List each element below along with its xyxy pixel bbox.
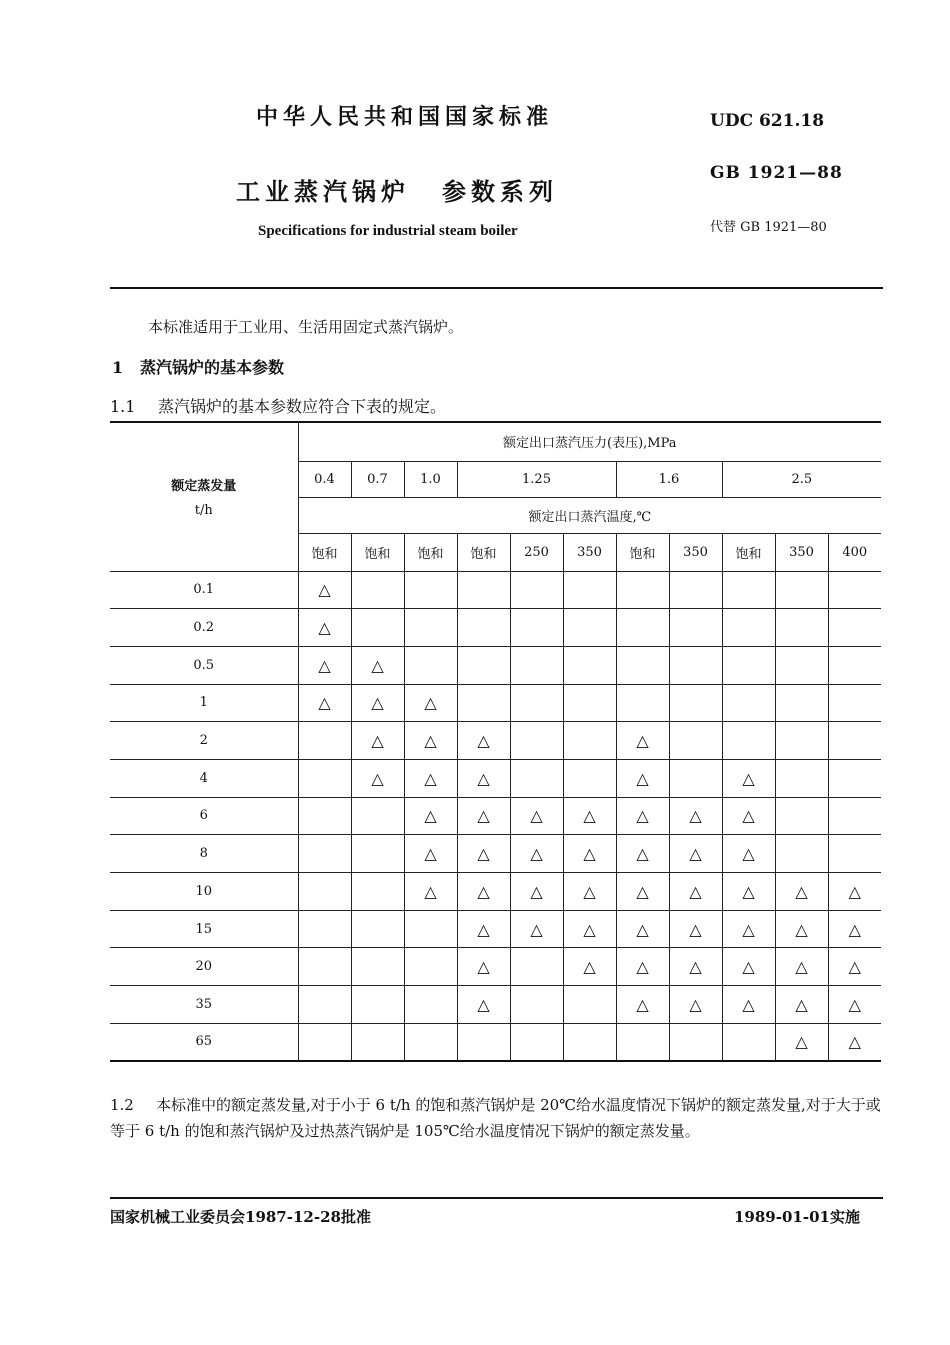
empty-cell <box>616 684 669 722</box>
rated-capacity-cell: 10 <box>110 873 298 911</box>
applicable-mark: △ <box>828 873 881 911</box>
pressure-cell: 1.25 <box>457 461 616 497</box>
empty-cell <box>351 609 404 647</box>
empty-cell <box>722 722 775 760</box>
section-1-heading <box>112 355 284 378</box>
section-1-number: 1 <box>112 358 124 377</box>
rated-capacity-cell: 20 <box>110 948 298 986</box>
applicable-mark: △ <box>616 948 669 986</box>
empty-cell <box>563 646 616 684</box>
table-corner-cell <box>110 422 298 571</box>
applicable-mark: △ <box>457 986 510 1024</box>
empty-cell <box>298 986 351 1024</box>
empty-cell <box>669 571 722 609</box>
empty-cell <box>510 684 563 722</box>
applicable-mark: △ <box>722 986 775 1024</box>
empty-cell <box>669 722 722 760</box>
applicable-mark: △ <box>669 986 722 1024</box>
applicable-mark: △ <box>457 722 510 760</box>
rated-capacity-cell: 35 <box>110 986 298 1024</box>
applicable-mark: △ <box>669 910 722 948</box>
empty-cell <box>828 722 881 760</box>
empty-cell <box>563 722 616 760</box>
table-row <box>110 722 881 760</box>
empty-cell <box>775 684 828 722</box>
empty-cell <box>722 684 775 722</box>
empty-cell <box>616 1023 669 1061</box>
table-row <box>110 910 881 948</box>
applicable-mark: △ <box>616 986 669 1024</box>
applicable-mark: △ <box>563 797 616 835</box>
applicable-mark: △ <box>510 835 563 873</box>
applicable-mark: △ <box>722 873 775 911</box>
section-1-2-number: 1.2 <box>110 1096 134 1114</box>
empty-cell <box>563 684 616 722</box>
applicable-mark: △ <box>510 797 563 835</box>
temperature-header: 额定出口蒸汽温度,℃ <box>298 497 881 533</box>
temperature-cell: 350 <box>563 533 616 571</box>
applicable-mark: △ <box>669 835 722 873</box>
empty-cell <box>457 1023 510 1061</box>
empty-cell <box>510 948 563 986</box>
pressure-cell: 0.7 <box>351 461 404 497</box>
empty-cell <box>351 835 404 873</box>
applicable-mark: △ <box>669 873 722 911</box>
applicable-mark: △ <box>510 873 563 911</box>
section-1-1-number: 1.1 <box>110 397 136 416</box>
applicable-mark: △ <box>828 986 881 1024</box>
empty-cell <box>298 759 351 797</box>
applicable-mark: △ <box>775 873 828 911</box>
applicable-mark: △ <box>404 759 457 797</box>
empty-cell <box>775 609 828 647</box>
section-1-1-text: 蒸汽锅炉的基本参数应符合下表的规定。 <box>158 397 447 416</box>
empty-cell <box>510 722 563 760</box>
section-1-1 <box>110 394 446 417</box>
pressure-cell: 1.6 <box>616 461 722 497</box>
empty-cell <box>351 571 404 609</box>
table-row <box>110 646 881 684</box>
temperature-cell: 饱和 <box>351 533 404 571</box>
pressure-header: 额定出口蒸汽压力(表压),MPa <box>298 422 881 461</box>
empty-cell <box>775 797 828 835</box>
applicable-mark: △ <box>404 835 457 873</box>
applicable-mark: △ <box>669 797 722 835</box>
empty-cell <box>510 759 563 797</box>
empty-cell <box>457 684 510 722</box>
parameter-table <box>110 421 881 1062</box>
empty-cell <box>510 609 563 647</box>
empty-cell <box>722 571 775 609</box>
applicable-mark: △ <box>457 759 510 797</box>
applicable-mark: △ <box>828 948 881 986</box>
gb-code: GB 1921—88 <box>710 163 843 183</box>
applicable-mark: △ <box>457 797 510 835</box>
rated-capacity-cell: 2 <box>110 722 298 760</box>
applicable-mark: △ <box>616 910 669 948</box>
empty-cell <box>404 571 457 609</box>
empty-cell <box>669 646 722 684</box>
empty-cell <box>404 986 457 1024</box>
empty-cell <box>510 571 563 609</box>
applicable-mark: △ <box>351 684 404 722</box>
applicable-mark: △ <box>351 759 404 797</box>
section-1-2-text: 本标准中的额定蒸发量,对于小于 6 t/h 的饱和蒸汽锅炉是 20℃给水温度情况下锅炉的额定蒸发量,对于大于或等于 6 t/h 的饱和蒸汽锅炉及过热蒸汽锅炉是 105℃给水温度情况下锅炉的额定蒸发量。 <box>110 1096 881 1140</box>
pressure-cell: 1.0 <box>404 461 457 497</box>
empty-cell <box>404 646 457 684</box>
rated-capacity-cell: 4 <box>110 759 298 797</box>
applicable-mark: △ <box>457 873 510 911</box>
applicable-mark: △ <box>563 835 616 873</box>
applicable-mark: △ <box>351 646 404 684</box>
temperature-cell: 250 <box>510 533 563 571</box>
implementation-date: 1989-01-01实施 <box>734 1208 860 1226</box>
standard-title: 中华人民共和国国家标准 <box>256 104 554 130</box>
empty-cell <box>404 609 457 647</box>
applicable-mark: △ <box>722 910 775 948</box>
applicable-mark: △ <box>775 986 828 1024</box>
applicable-mark: △ <box>298 571 351 609</box>
pressure-cell: 0.4 <box>298 461 351 497</box>
empty-cell <box>351 948 404 986</box>
applicable-mark: △ <box>616 759 669 797</box>
empty-cell <box>722 646 775 684</box>
rated-capacity-cell: 1 <box>110 684 298 722</box>
table-row <box>110 571 881 609</box>
empty-cell <box>722 1023 775 1061</box>
empty-cell <box>298 835 351 873</box>
rated-capacity-cell: 0.2 <box>110 609 298 647</box>
empty-cell <box>351 797 404 835</box>
applicable-mark: △ <box>404 797 457 835</box>
applicable-mark: △ <box>563 948 616 986</box>
document-title-sub: 参数系列 <box>442 177 558 206</box>
table-row <box>110 1023 881 1061</box>
empty-cell <box>828 759 881 797</box>
applicable-mark: △ <box>298 646 351 684</box>
temperature-cell: 饱和 <box>457 533 510 571</box>
empty-cell <box>828 646 881 684</box>
empty-cell <box>457 646 510 684</box>
empty-cell <box>775 722 828 760</box>
table-row <box>110 609 881 647</box>
empty-cell <box>669 759 722 797</box>
empty-cell <box>669 684 722 722</box>
applicable-mark: △ <box>616 835 669 873</box>
empty-cell <box>457 571 510 609</box>
applicable-mark: △ <box>457 948 510 986</box>
empty-cell <box>510 1023 563 1061</box>
empty-cell <box>510 646 563 684</box>
empty-cell <box>404 910 457 948</box>
table-row <box>110 759 881 797</box>
empty-cell <box>351 1023 404 1061</box>
applicable-mark: △ <box>563 873 616 911</box>
table-row <box>110 835 881 873</box>
empty-cell <box>775 646 828 684</box>
empty-cell <box>298 910 351 948</box>
english-title: Specifications for industrial steam boiler <box>258 223 518 239</box>
empty-cell <box>828 684 881 722</box>
empty-cell <box>775 571 828 609</box>
applicable-mark: △ <box>722 759 775 797</box>
applicable-mark: △ <box>616 722 669 760</box>
rated-capacity-cell: 15 <box>110 910 298 948</box>
empty-cell <box>775 835 828 873</box>
table-row <box>110 873 881 911</box>
approval-date: 国家机械工业委员会1987-12-28批准 <box>110 1208 371 1226</box>
empty-cell <box>404 1023 457 1061</box>
empty-cell <box>563 759 616 797</box>
applicable-mark: △ <box>510 910 563 948</box>
bottom-rule <box>110 1197 883 1199</box>
applicable-mark: △ <box>404 684 457 722</box>
section-1-title: 蒸汽锅炉的基本参数 <box>140 358 285 377</box>
table-row <box>110 986 881 1024</box>
applicable-mark: △ <box>775 1023 828 1061</box>
empty-cell <box>722 609 775 647</box>
section-1-2-paragraph <box>110 1092 883 1144</box>
applicable-mark: △ <box>298 684 351 722</box>
empty-cell <box>298 948 351 986</box>
empty-cell <box>298 797 351 835</box>
table-row <box>110 948 881 986</box>
applicable-mark: △ <box>775 910 828 948</box>
empty-cell <box>563 986 616 1024</box>
empty-cell <box>616 609 669 647</box>
empty-cell <box>563 1023 616 1061</box>
applicable-mark: △ <box>722 797 775 835</box>
applicable-mark: △ <box>298 609 351 647</box>
empty-cell <box>298 873 351 911</box>
temperature-cell: 饱和 <box>616 533 669 571</box>
empty-cell <box>669 1023 722 1061</box>
empty-cell <box>616 571 669 609</box>
empty-cell <box>828 835 881 873</box>
empty-cell <box>828 571 881 609</box>
temperature-cell: 350 <box>669 533 722 571</box>
applicable-mark: △ <box>722 835 775 873</box>
applicable-mark: △ <box>404 873 457 911</box>
pressure-cell: 2.5 <box>722 461 881 497</box>
document-title-main: 工业蒸汽锅炉 <box>236 177 410 206</box>
intro-paragraph: 本标准适用于工业用、生活用固定式蒸汽锅炉。 <box>148 318 464 336</box>
applicable-mark: △ <box>669 948 722 986</box>
empty-cell <box>351 986 404 1024</box>
empty-cell <box>298 1023 351 1061</box>
applicable-mark: △ <box>722 948 775 986</box>
applicable-mark: △ <box>457 910 510 948</box>
applicable-mark: △ <box>616 873 669 911</box>
udc-code: UDC 621.18 <box>710 111 825 131</box>
applicable-mark: △ <box>351 722 404 760</box>
empty-cell <box>828 609 881 647</box>
empty-cell <box>563 609 616 647</box>
empty-cell <box>457 609 510 647</box>
rated-capacity-label: 额定蒸发量 <box>171 479 237 494</box>
rated-capacity-unit: t/h <box>194 503 213 518</box>
temperature-cell: 饱和 <box>722 533 775 571</box>
table-row <box>110 684 881 722</box>
rated-capacity-cell: 6 <box>110 797 298 835</box>
applicable-mark: △ <box>828 910 881 948</box>
replaces-code: 代替 GB 1921—80 <box>710 220 827 235</box>
temperature-cell: 饱和 <box>404 533 457 571</box>
rated-capacity-cell: 0.1 <box>110 571 298 609</box>
applicable-mark: △ <box>563 910 616 948</box>
applicable-mark: △ <box>828 1023 881 1061</box>
empty-cell <box>298 722 351 760</box>
document-title <box>236 172 558 207</box>
rated-capacity-cell: 65 <box>110 1023 298 1061</box>
empty-cell <box>351 910 404 948</box>
top-rule <box>110 287 883 289</box>
empty-cell <box>404 948 457 986</box>
empty-cell <box>351 873 404 911</box>
temperature-cell: 400 <box>828 533 881 571</box>
table-row <box>110 797 881 835</box>
rated-capacity-cell: 0.5 <box>110 646 298 684</box>
applicable-mark: △ <box>404 722 457 760</box>
empty-cell <box>563 571 616 609</box>
temperature-cell: 饱和 <box>298 533 351 571</box>
empty-cell <box>510 986 563 1024</box>
empty-cell <box>669 609 722 647</box>
temperature-cell: 350 <box>775 533 828 571</box>
empty-cell <box>828 797 881 835</box>
applicable-mark: △ <box>457 835 510 873</box>
empty-cell <box>616 646 669 684</box>
empty-cell <box>775 759 828 797</box>
applicable-mark: △ <box>775 948 828 986</box>
applicable-mark: △ <box>616 797 669 835</box>
rated-capacity-cell: 8 <box>110 835 298 873</box>
